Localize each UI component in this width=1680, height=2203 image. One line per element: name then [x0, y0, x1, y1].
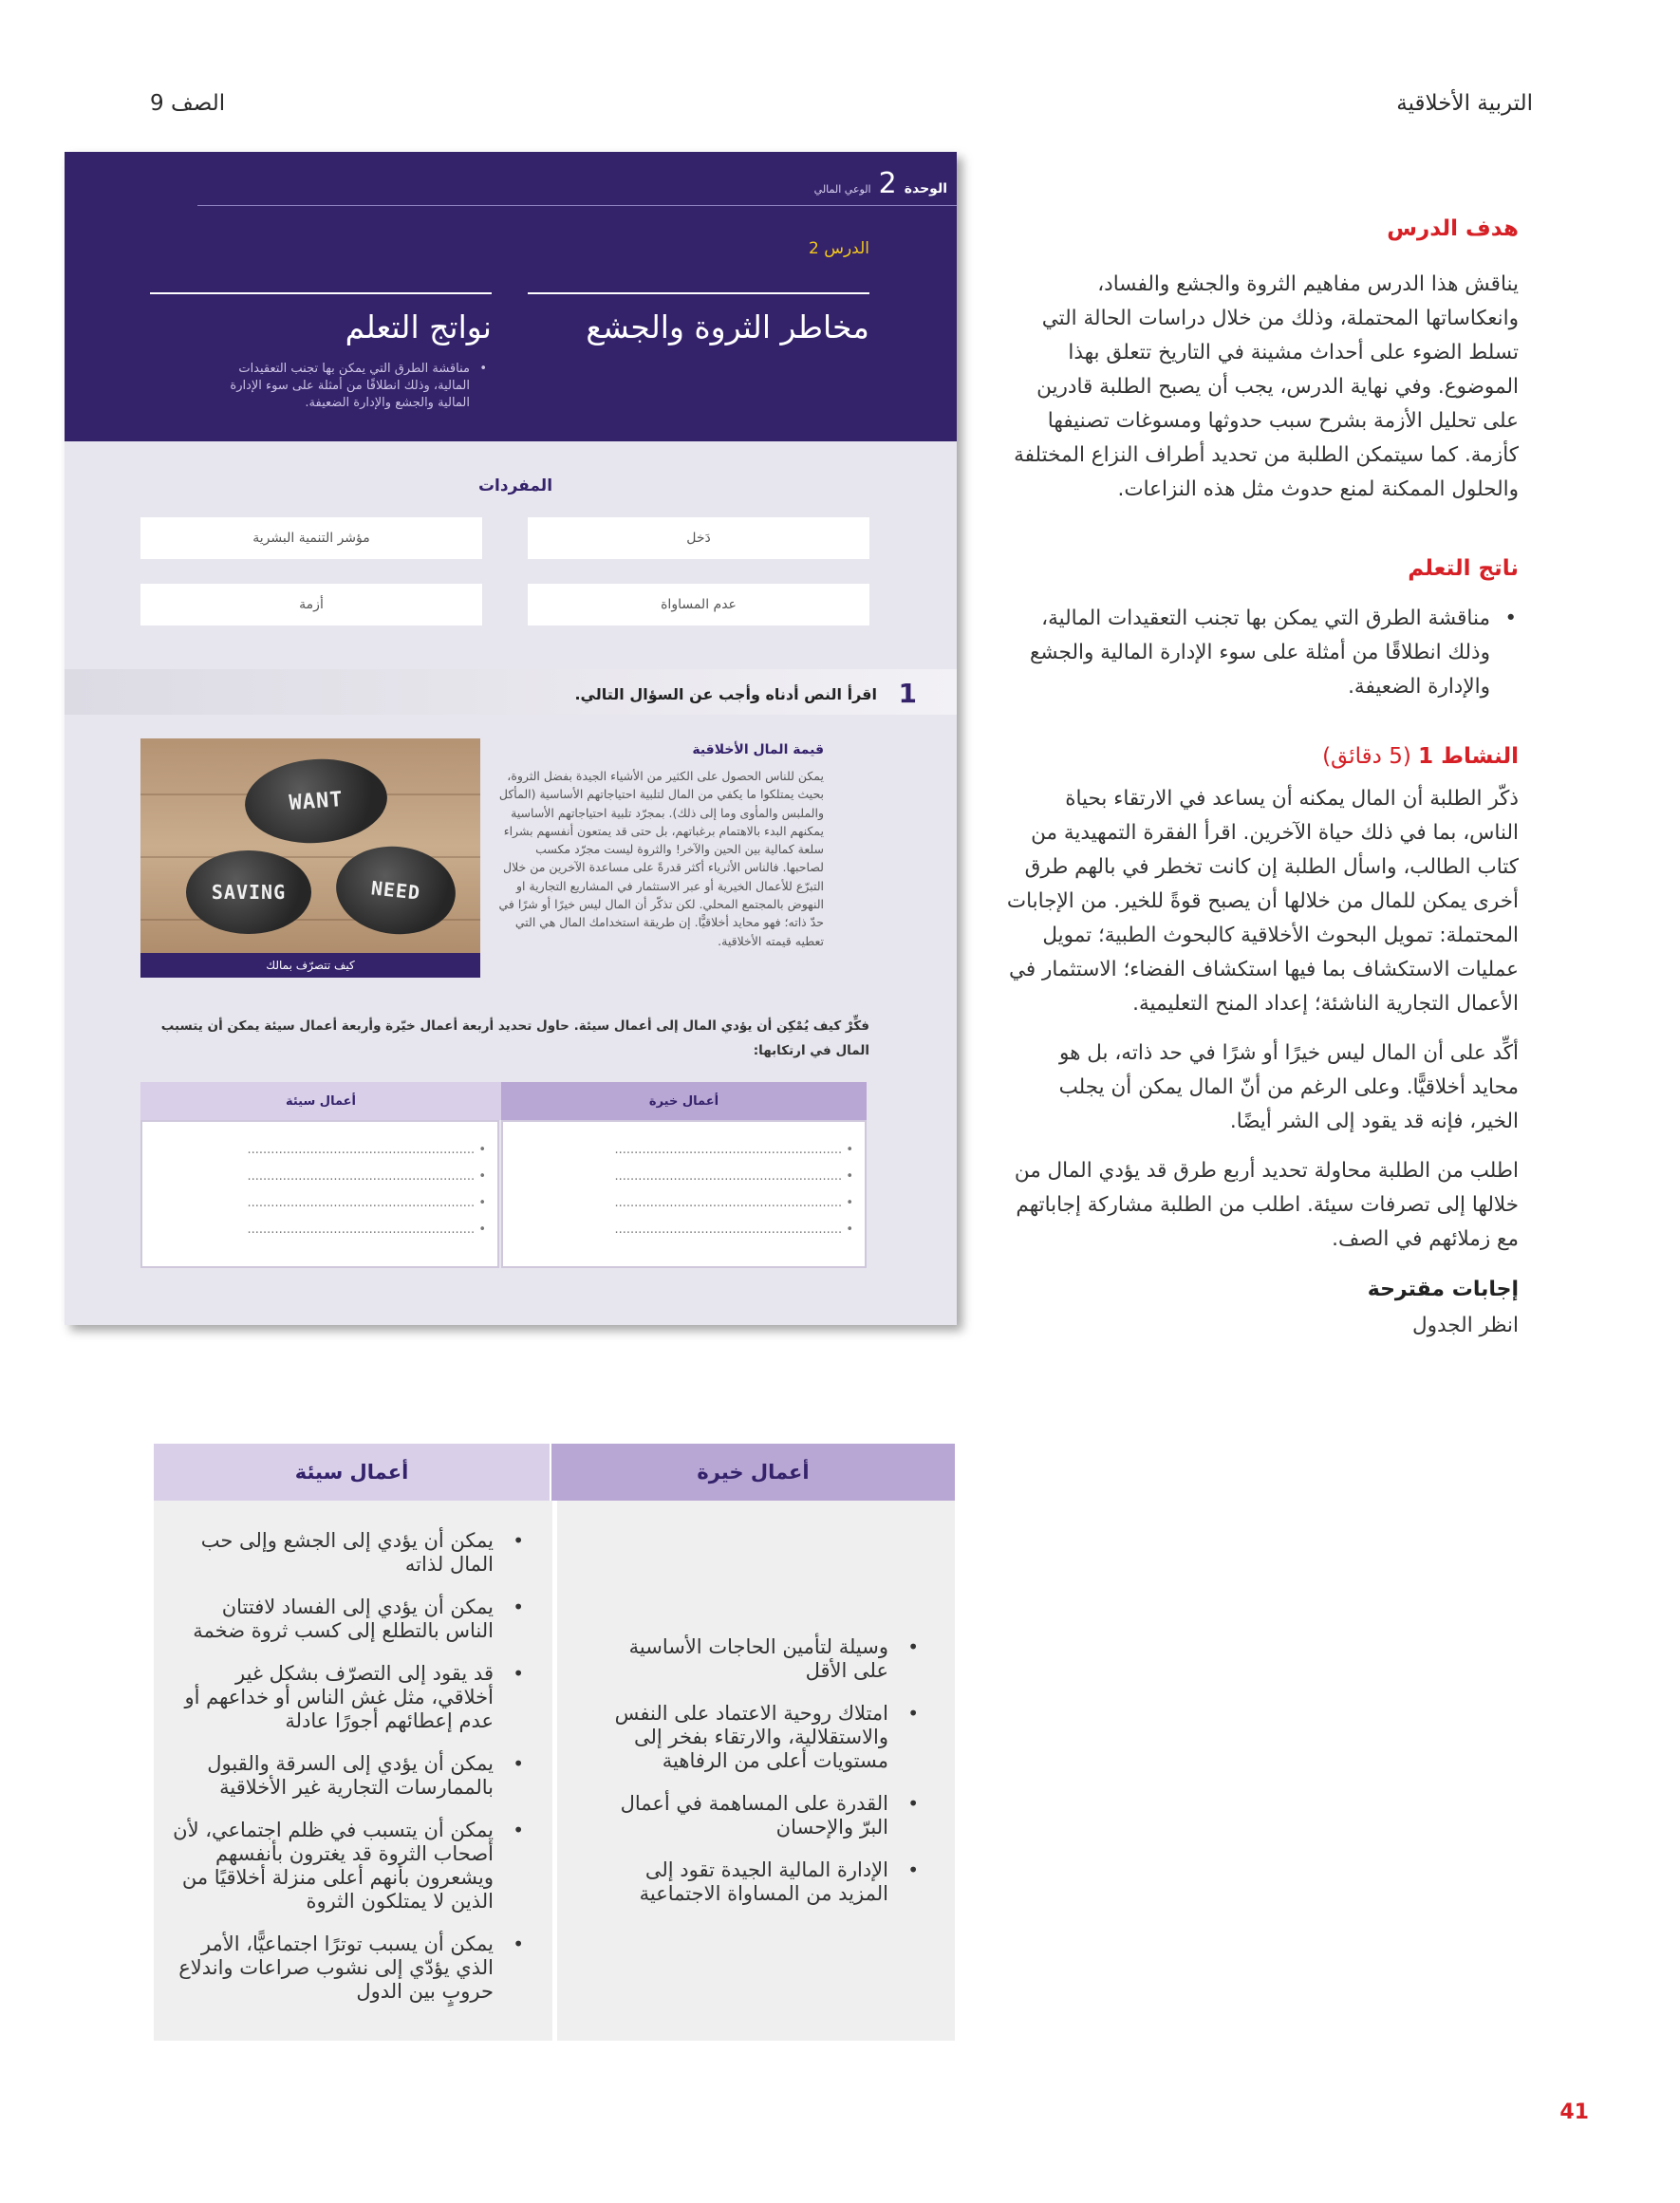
- answer-line: • ..........................................................: [614, 1143, 853, 1157]
- question-number: 1: [898, 678, 917, 709]
- unit-word: الوحدة: [904, 181, 947, 196]
- think-prompt: فكِّرْ كيف يُمْكِن أن يؤدي المال إلى أعمال سيئة. حاول تحديد أربعة أعمال خيّرة وأربعة أعمال سيئة يمكن أن يتسبب المال في ارتكابها:: [160, 1018, 869, 1058]
- outcome-item-book: • مناقشة الطرق التي يمكن بها تجنب التعقيدات المالية، وذلك انطلاقًا من أمثلة على سوء الإدارة المالية والجشع والإدارة الضعيفة.: [202, 361, 487, 412]
- activity-title-main: النشاط 1: [1418, 744, 1519, 769]
- stone-saving: SAVING: [186, 850, 311, 934]
- unit-label: [814, 167, 947, 200]
- worksheet-bad-header: أعمال سيئة: [140, 1082, 501, 1120]
- vocab-item: مؤشر التنمية البشرية: [140, 517, 482, 559]
- reading-text: يمكن للناس الحصول على الكثير من الأشياء الجيدة بفضل الثروة، بحيث يمتلكوا ما يكفي من المال لتلبية احتياجاتهم الأساسية (المأكل والملبس والمأوى وما إلى ذلك). بمجرّد تلبية احتياجاتهم الأساسية يمكنهم البدء بالاهتمام برغباتهم، بل حتى قد يمتعون أنفسهم بشراء سلعة كمالية بين الحين والآخر! والثروة ليست مجرّد مكسب لصاحبها. فالناس الأثرياء أكثر قدرةً على مساعدة الآخرين من خلال التبرّع للأعمال الخيرية أو عبر الاستثمار في المشاريع التجارية او النهوض بالمجتمع المحلي. لكن تذكّر أن المال ليس خيرًا أو شرًا في حدّ ذاته؛ فهو محايد أخلاقيًّا. إن طريقة استخدامك المال هي التي تعطيه قيمته الأخلاقية.: [498, 769, 824, 948]
- vocab-item: أزمة: [140, 584, 482, 625]
- stone-want: WANT: [242, 755, 390, 848]
- unit-name: الوعي المالي: [813, 183, 871, 196]
- vocab-item: دَخل: [528, 517, 869, 559]
- activity-title-time: (5 دقائق): [1322, 744, 1419, 769]
- answer-line: • ..........................................................: [247, 1223, 486, 1237]
- answers-good-header: أعمال خيرة: [551, 1444, 955, 1501]
- answer-bad-item: • يمكن أن يؤدي إلى الجشع وإلى حب المال لذاته: [173, 1529, 532, 1577]
- answer-line: • ..........................................................: [614, 1169, 853, 1184]
- answer-line: • ..........................................................: [247, 1169, 486, 1184]
- lesson-header-band: [65, 152, 957, 441]
- unit-number: 2: [878, 167, 897, 200]
- photo-caption: كيف تتصرّف بمالك: [140, 953, 480, 978]
- answer-good-item: • وسيلة لتأمين الحاجات الأساسية على الأقل: [613, 1635, 926, 1683]
- answer-bad-item: • يمكن أن يؤدي إلى الفساد لافتتان الناس بالتطلع إلى كسب ثروة ضخمة: [173, 1596, 532, 1643]
- answers-bad-column: [154, 1501, 552, 2041]
- vocab-item: عدم المساواة: [528, 584, 869, 625]
- answers-good-column: [554, 1501, 955, 2041]
- student-book-page: [65, 152, 957, 1325]
- outcomes-title-rule: [150, 292, 492, 294]
- answers-good-list: [613, 1635, 926, 1925]
- answer-line: • ..........................................................: [247, 1196, 486, 1210]
- answer-good-item: • الإدارة المالية الجيدة تقود إلى المزيد من المساواة الاجتماعية: [613, 1858, 926, 1906]
- answer-line: • ..........................................................: [614, 1223, 853, 1237]
- activity-paragraph-3: اطلب من الطلبة محاولة تحديد أربع طرق قد يؤدي المال من خلالها إلى تصرفات سيئة. اطلب من الطلبة مشاركة إجاباتهم مع زملائهم في الصف.: [1014, 1159, 1519, 1251]
- outcome-list: [1006, 602, 1519, 704]
- reading-title: قيمة المال الأخلاقية: [692, 742, 824, 757]
- lesson-number: الدرس 2: [808, 239, 869, 258]
- answer-bad-item: • قد يقود إلى التصرّف بشكل غير أخلاقي، مثل غش الناس أو خداعهم أو عدم إعطائهم أجورًا عادلة: [173, 1662, 532, 1733]
- worksheet-good-header: أعمال خيرة: [501, 1082, 867, 1120]
- suggested-text: انظر الجدول: [1412, 1314, 1519, 1337]
- outcome-title: ناتج التعلم: [1408, 556, 1519, 581]
- worksheet-bad-body[interactable]: [140, 1120, 499, 1268]
- activity-paragraph-2: أكِّد على أن المال ليس خيرًا أو شرًا في حد ذاته، بل هو محايد أخلاقيًّا. وعلى الرغم من أنّ المال يمكن أن يجلب الخير، فإنه قد يقود إلى الشر أيضًا.: [1058, 1041, 1519, 1133]
- header-grade: الصف 9: [150, 91, 226, 116]
- worksheet-table: [140, 1082, 867, 1268]
- outcome-item: • مناقشة الطرق التي يمكن بها تجنب التعقيدات المالية، وذلك انطلاقًا من أمثلة على سوء الإدارة المالية والجشع والإدارة الضعيفة.: [1006, 602, 1519, 704]
- suggested-title: إجابات مقترحة: [1367, 1278, 1519, 1301]
- page-number: 41: [1559, 2100, 1589, 2124]
- goal-title: هدف الدرس: [1387, 216, 1519, 241]
- lesson-title-rule: [528, 292, 869, 294]
- header-subject: التربية الأخلاقية: [1396, 91, 1533, 116]
- stone-need: NEED: [332, 841, 460, 941]
- answer-line: • ..........................................................: [614, 1196, 853, 1210]
- activity-title: [1006, 744, 1519, 769]
- vocab-title: المفردات: [477, 476, 553, 495]
- answer-line: • ..........................................................: [247, 1143, 486, 1157]
- lesson-title: مخاطر الثروة والجشع: [586, 308, 869, 345]
- answer-bad-item: • يمكن أن يؤدي إلى السرقة والقبول بالممارسات التجارية غير الأخلاقية: [173, 1752, 532, 1800]
- question-text: اقرأ النص أدناه وأجب عن السؤال التالي.: [574, 685, 877, 703]
- answers-bad-header: أعمال سيئة: [154, 1444, 550, 1501]
- activity-paragraph-1: ذكّر الطلبة أن المال يمكنه أن يساعد في الارتقاء بحياة الناس، بما في ذلك حياة الآخرين. اقرأ الفقرة التمهيدية من كتاب الطالب، واسأل الطلبة إن كانت تخطر في بالهم طرق أخرى يمكن للمال من خلالها أن يصبح قوةً للخير. من الإجابات المحتملة: تمويل البحوث الأخلاقية كالبحوث الطبية؛ تمويل عمليات الاستكشاف بما فيها استكشاف الفضاء؛ الاستثمار في الأعمال التجارية الناشئة؛ إعداد المنح التعليمية.: [1006, 787, 1519, 1016]
- worksheet-good-body[interactable]: [501, 1120, 867, 1268]
- outcomes-title: نواتج التعلم: [345, 308, 492, 345]
- answer-bad-item: • يمكن أن يسبب توترًا اجتماعيًّا، الأمر الذي يؤدّي إلى نشوب صراعات واندلاع حروبٍ بين الدول: [173, 1932, 532, 2004]
- answers-bad-list: [173, 1529, 532, 2023]
- answer-good-item: • القدرة على المساهمة في أعمال البرّ والإحسان: [613, 1792, 926, 1839]
- answer-bad-item: • يمكن أن يتسبب في ظلم اجتماعي، لأن أصحاب الثروة قد يغترون بأنفسهم ويشعرون بأنهم أعلى منزلة أخلاقيًا من الذين لا يمتلكون الثروة: [173, 1819, 532, 1914]
- stones-photo: [140, 738, 480, 978]
- unit-divider: [197, 205, 957, 206]
- teacher-notes: [1006, 216, 1519, 1343]
- answer-good-item: • امتلاك روحية الاعتماد على النفس والاستقلالية، والارتقاء بفخر إلى مستويات أعلى من الرفاهية: [613, 1702, 926, 1773]
- goal-text: يناقش هذا الدرس مفاهيم الثروة والجشع والفساد، وانعكاساتها المحتملة، وذلك من خلال دراسات الحالة التي تسلط الضوء على أحداث مشينة في التاريخ تتعلق بهذا الموضوع. وفي نهاية الدرس، يجب أن يصبح الطلبة قادرين على تحليل الأزمة بشرح سبب حدوثها ومسوغات تصنيفها كأزمة. كما سيتمكن الطلبة من تحديد أطراف النزاع المختلفة والحلول الممكنة لمنع حدوث مثل هذه النزاعات.: [1014, 272, 1519, 501]
